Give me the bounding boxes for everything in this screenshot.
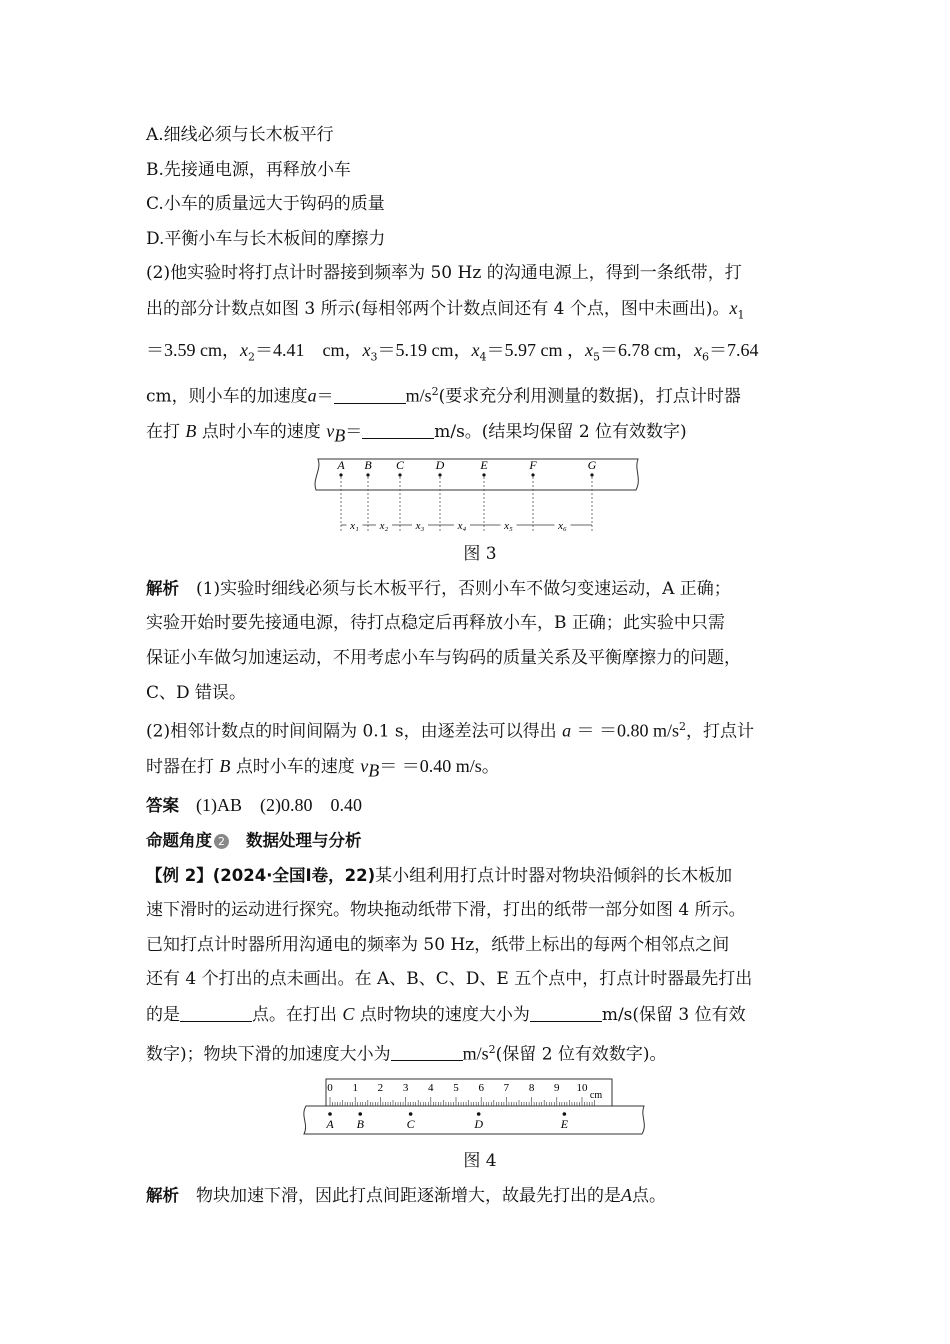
point-label: E xyxy=(480,458,488,473)
option-d: D.平衡小车与长木板间的摩擦力 xyxy=(146,228,386,249)
analysis1-line-5: (2)相邻计数点的时间间隔为 0.1 s，由逐差法可以得出 a ＝ ＝0.80 $m/s^2$，打点计 xyxy=(146,720,754,742)
analysis1-line-3: 保证小车做匀加速运动，不用考虑小车与钩码的质量关系及平衡摩擦力的问题， xyxy=(146,647,741,668)
point-label: C xyxy=(406,1116,415,1131)
option-c: C.小车的质量远大于钩码的质量 xyxy=(146,194,385,215)
q2-line-5: 在打 B 点时小车的速度 $v_B= m/s$。(结果均保留 2 位有效数字) xyxy=(146,421,687,446)
ruler-number: 5 xyxy=(453,1081,459,1094)
option-a: A.细线必须与长木板平行 xyxy=(146,125,334,145)
ruler-number: 9 xyxy=(554,1081,560,1094)
example2-line-4: 还有 4 个打出的点未画出。在 A、B、C、D、E 五个点中，打点计时器最先打出 xyxy=(146,969,753,990)
example2-line-2: 速下滑时的运动进行探究。物块拖动纸带下滑，打出的纸带一部分如图 4 所示。 xyxy=(146,900,746,921)
q2-line-3: ＝3.59 cm，$x_2=4.41$ cm，$x_3=5.19$ cm，$x_4=5.97$ cm ，$x_5=6.78$ cm，$x_6=7.64$ xyxy=(146,339,759,364)
analysis-label: 解析 xyxy=(146,1186,179,1206)
tape-dot xyxy=(531,474,534,477)
tape-dot xyxy=(482,474,485,477)
point-label: F xyxy=(529,458,537,473)
answer-line: 答案 (1)AB (2)0.80 0.40 xyxy=(146,795,362,816)
tape-dot xyxy=(563,1112,567,1116)
tape-dot xyxy=(358,1112,362,1116)
tape-dot xyxy=(339,474,342,477)
ruler-number: 2 xyxy=(377,1081,384,1094)
example2-line-1: 【例 2】(2024·全国Ⅰ卷，22)某小组利用打点计时器对物块沿倾斜的长木板加 xyxy=(146,865,733,886)
answer-blank xyxy=(334,387,406,404)
ruler-tape-diagram xyxy=(146,1076,814,1142)
example2-line-3: 已知打点计时器所用沟通电的频率为 50 Hz，纸带上标出的每两个相邻点之间 xyxy=(146,934,730,955)
analysis1-line-4: C、D 错误。 xyxy=(146,682,247,703)
tape-dot xyxy=(409,1112,413,1116)
angle-heading: 命题角度 2 数据处理与分析 xyxy=(146,830,362,850)
example2-line-6: 数字)；物块下滑的加速度大小为 $m/s^2$(保留 2 位有效数字)。 xyxy=(146,1042,667,1065)
ruler-unit: cm xyxy=(589,1089,603,1101)
figure-4-caption: 图 4 xyxy=(463,1150,497,1171)
segment-label: x₅ xyxy=(504,520,513,533)
segment-label: x₂ xyxy=(379,520,389,533)
ruler-number: 7 xyxy=(503,1081,510,1094)
paper-tape-diagram xyxy=(146,457,814,539)
q2-line-1: (2)他实验时将打点计时器接到频率为 50 Hz 的沟通电源上，得到一条纸带，打 xyxy=(146,263,742,284)
tape-dot xyxy=(477,1112,481,1116)
ruler-number: 0 xyxy=(327,1081,333,1094)
segment-label: x₁ xyxy=(350,520,359,533)
ruler-number: 10 xyxy=(576,1081,588,1094)
ruler-number: 4 xyxy=(428,1081,434,1094)
tape-dot xyxy=(398,474,401,477)
tape-dot xyxy=(590,474,593,477)
figure-3 xyxy=(146,457,814,539)
figure-4 xyxy=(146,1076,814,1142)
tape-dot xyxy=(328,1112,332,1116)
analysis2-line-1: 解析 物块加速下滑，因此打点间距逐渐增大，故最先打出的是A点。 xyxy=(146,1185,666,1207)
number-badge: 2 xyxy=(214,834,229,849)
answer-label: 答案 xyxy=(146,796,179,816)
figure-3-caption: 图 3 xyxy=(463,544,497,565)
point-label: D xyxy=(474,1116,484,1131)
tape-dot xyxy=(438,474,441,477)
segment-label: x₄ xyxy=(457,520,467,533)
ruler-number: 1 xyxy=(352,1081,358,1094)
point-label: E xyxy=(560,1116,569,1131)
point-label: D xyxy=(435,458,445,473)
answer-blank xyxy=(362,422,434,439)
ruler-number: 6 xyxy=(478,1081,484,1094)
example2-line-5: 的是 点。在打出 C 点时物块的速度大小为 m/s(保留 3 位有效 xyxy=(146,1003,746,1025)
ruler-number: 8 xyxy=(528,1081,535,1094)
point-label: C xyxy=(395,458,405,473)
point-label: A xyxy=(337,458,345,473)
analysis1-line-2: 实验开始时要先接通电源，待打点稳定后再释放小车，B 正确；此实验中只需 xyxy=(146,613,725,634)
answer-blank xyxy=(391,1044,463,1061)
answer-blank xyxy=(530,1005,602,1022)
segment-label: x₃ xyxy=(415,520,425,533)
point-label: B xyxy=(364,458,372,473)
point-label: B xyxy=(356,1116,364,1131)
option-b: B.先接通电源，再释放小车 xyxy=(146,159,351,180)
page-content xyxy=(146,118,814,1214)
analysis1-line-1: 解析 (1)实验时细线必须与长木板平行，否则小车不做匀变速运动，A 正确； xyxy=(146,578,731,599)
analysis-label: 解析 xyxy=(146,578,179,598)
ruler-number: 3 xyxy=(402,1081,409,1094)
q2-line-4: cm，则小车的加速度$a= m/s^2$(要求充分利用测量的数据)，打点计时器 xyxy=(146,384,741,407)
segment-label: x₆ xyxy=(558,520,567,533)
answer-blank xyxy=(180,1005,252,1022)
q2-line-2: 出的部分计数点如图 3 所示(每相邻两个计数点间还有 4 个点，图中未画出)。$x_1$ xyxy=(146,297,745,322)
example-tag: 【例 2】 xyxy=(146,865,213,885)
tape-dot xyxy=(366,474,369,477)
point-label: G xyxy=(587,458,597,473)
analysis1-line-6: 时器在打 B 点时小车的速度 $v_B= =0.40$ m/s。 xyxy=(146,756,500,781)
point-label: A xyxy=(326,1116,334,1131)
